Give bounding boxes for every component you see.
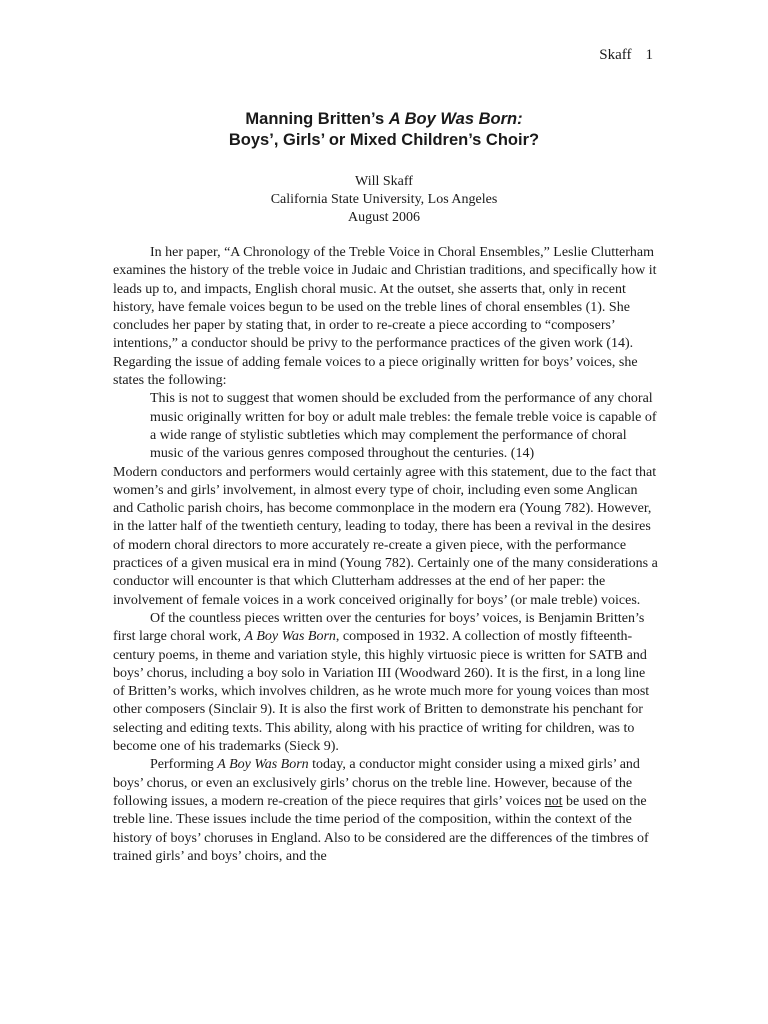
title-work-name: A Boy Was Born: [388, 110, 523, 128]
title-line-2: Boys’, Girls’ or Mixed Children’s Choir? [228, 131, 540, 149]
paragraph-2: Modern conductors and performers would certainly agree with this statement, due to the fact that women’s and girls’ involvement, in almost every type of choir, including even some Anglican and Catholic parish choirs, has become commonplace in the modern era (Young 782). However, in the latter half of the twentieth century, leading to today, there has been a revival in the desires of modern choral directors to more accurately re-create a given piece, with the performance practices of a given musical era in mind (Young 782). Certainly one of the many considerations a conductor will encounter is that which Clutterham addresses at the end of her paper: the involvement of female voices in a work conceived originally for boys’ (or male treble) voices. [113, 464, 658, 608]
paragraph-4-work-title: A Boy Was Born [217, 757, 309, 773]
byline-institution: California State University, Los Angeles [270, 192, 498, 207]
header-author: Skaff [599, 47, 632, 63]
paragraph-4-text-a: Performing [150, 757, 218, 773]
paragraph-4 [113, 756, 658, 866]
title-prefix: Manning Britten’s [245, 110, 389, 128]
running-header [599, 46, 653, 64]
paragraph-3-text-b: , composed in 1932. A collection of mostly fifteenth-century poems, in theme and variation style, this highly virtuosic piece is written for SATB and boys’ chorus, including a boy solo in Variation III (Woodward 260). It is the first, in a long line of Britten’s works, which involves children, as he wrote much more for young voices than most other composers (Sinclair 9). It is also the first work of Britten to demonstrate his penchant for selecting and editing texts. This ability, along with his practice of writing for children, was to become one of his trademarks (Sieck 9). [113, 629, 650, 755]
paper-title [113, 109, 655, 151]
paragraph-4-text-c: be used on the treble line. These issues include the time period of the composition, within the context of the history of boys’ choruses in England. Also to be considered are the differences of the timbres of trained girls’ and boys’ choirs, and the [113, 793, 649, 864]
paragraph-3 [113, 610, 658, 756]
paragraph-1: In her paper, “A Chronology of the Treble Voice in Choral Ensembles,” Leslie Clutterham examines the history of the treble voice in Judaic and Christian traditions, and specifically how it leads up to, and impacts, English choral music. At the outset, she asserts that, only in recent history, have female voices begun to be used on the treble lines of choral ensembles (1). She concludes her paper by stating that, in order to re-create a piece according to “composers’ intentions,” a conductor should be privy to the performance practices of the given work (14). Regarding the issue of adding female voices to a piece originally written for boys’ voices, she states the following: [113, 245, 657, 389]
paragraph-3-text-a: Of the countless pieces written over the centuries for boys’ voices, is Benjamin Britten’s first large choral work, [113, 610, 645, 645]
body-text [113, 244, 658, 866]
paragraph-3-work-title: A Boy Was Born [244, 629, 336, 645]
title-line-1 [113, 109, 655, 130]
paragraph-4-text-b: today, a conductor might consider using a mixed girls’ and boys’ chorus, or even an exclusively girls’ chorus on the treble line. However, because of the following issues, a modern re-creation of the piece requires that girls’ voices [113, 757, 640, 809]
byline-author: Will Skaff [355, 174, 413, 189]
paragraph-4-emphasis: not [544, 793, 563, 809]
block-quote: This is not to suggest that women should be excluded from the performance of any choral music originally written for boy or adult male trebles: the female treble voice is capable of a wide range of stylistic subtleties which may complement the performance of choral music of the various genres composed throughout the centuries. (14) [150, 391, 657, 462]
byline-date: August 2006 [348, 210, 420, 225]
page-number: 1 [645, 47, 653, 63]
byline [113, 173, 655, 227]
